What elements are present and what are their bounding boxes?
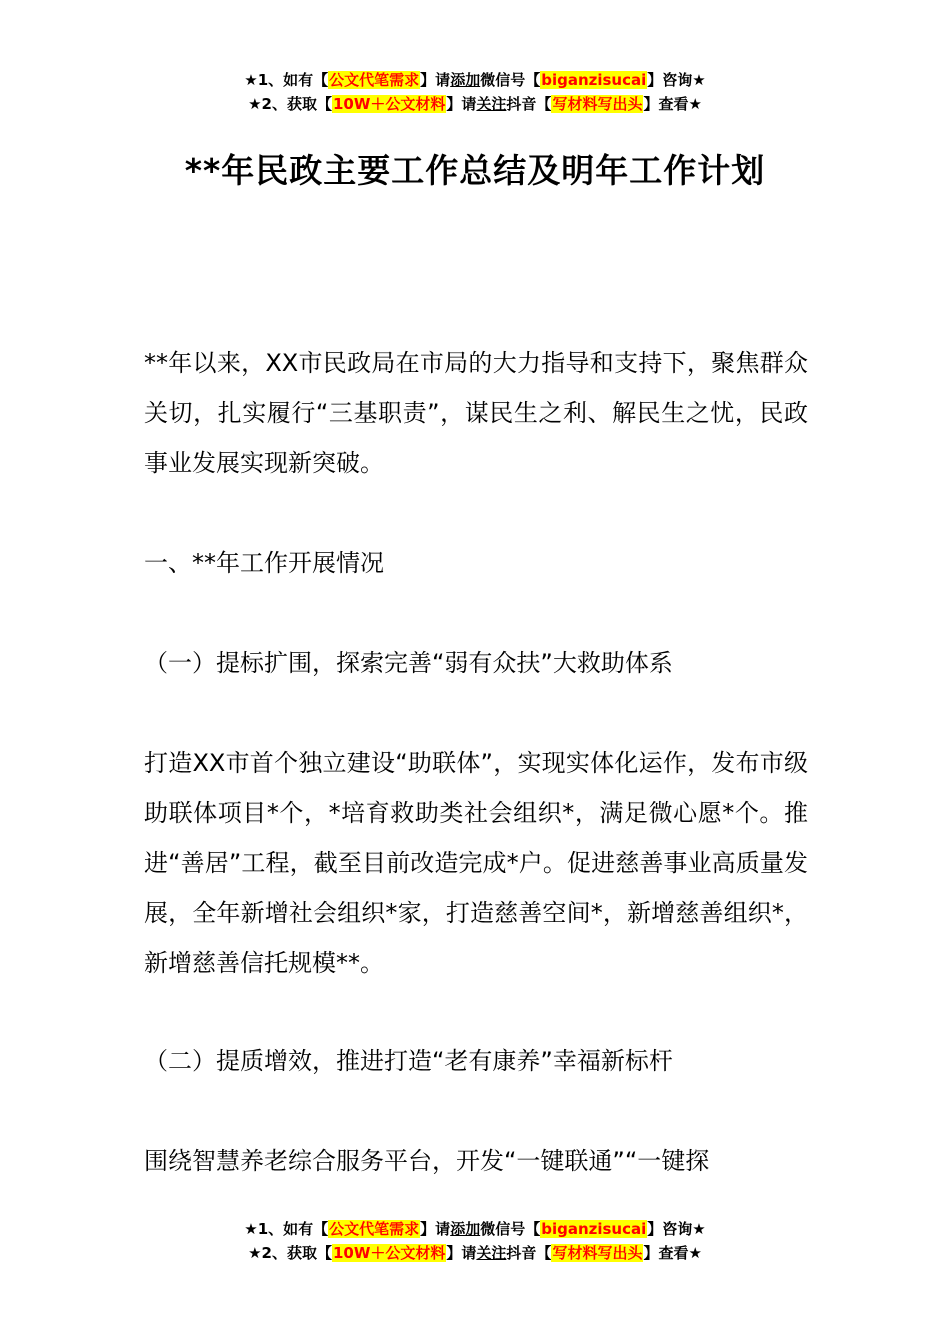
- wechat-id-highlight: biganzisucai: [541, 71, 647, 89]
- banner-text: 微信号【: [480, 1220, 541, 1238]
- banner-text: 】查看★: [643, 95, 702, 113]
- underlined-text: 添加: [450, 1220, 481, 1238]
- footer-banner: [0, 1217, 950, 1265]
- highlight-tag: 公文代笔需求: [329, 71, 420, 89]
- banner-text: 】咨询★: [647, 1220, 706, 1238]
- banner-line-2: [0, 92, 950, 116]
- banner-text: 抖音【: [506, 1244, 552, 1262]
- banner-line-1: [0, 68, 950, 92]
- banner-text: 】咨询★: [647, 71, 706, 89]
- banner-text: 抖音【: [506, 95, 552, 113]
- highlight-tag: 公文代笔需求: [329, 1220, 420, 1238]
- douyin-account-highlight: 写材料写出头: [552, 1244, 643, 1262]
- intro-paragraph: **年以来，XX市民政局在市局的大力指导和支持下，聚焦群众关切，扎实履行“三基职责”，谋民生之利、解民生之忧，民政事业发展实现新突破。: [144, 349, 808, 477]
- douyin-account-highlight: 写材料写出头: [552, 95, 643, 113]
- subsection-heading-1: （一）提标扩围，探索完善“弱有众扶”大救助体系: [144, 649, 673, 677]
- underlined-text: 关注: [476, 1244, 507, 1262]
- banner-line-1: [0, 1217, 950, 1241]
- banner-text: 微信号【: [480, 71, 541, 89]
- section-heading: 一、**年工作开展情况: [144, 549, 384, 577]
- highlight-tag: 10W＋公文材料: [332, 1244, 446, 1262]
- banner-text: 】请: [420, 1220, 451, 1238]
- banner-text: ★2、获取【: [248, 1244, 332, 1262]
- banner-text: 】查看★: [643, 1244, 702, 1262]
- underlined-text: 关注: [476, 95, 507, 113]
- banner-text: 】请: [420, 71, 451, 89]
- highlight-tag: 10W＋公文材料: [332, 95, 446, 113]
- banner-text: ★1、如有【: [244, 71, 329, 89]
- banner-text: ★2、获取【: [248, 95, 332, 113]
- subsection-2-paragraph: 围绕智慧养老综合服务平台，开发“一键联通”“一键探: [144, 1147, 710, 1175]
- banner-text: 】请: [446, 1244, 477, 1262]
- subsection-heading-2: （二）提质增效，推进打造“老有康养”幸福新标杆: [144, 1047, 673, 1075]
- banner-text: ★1、如有【: [244, 1220, 329, 1238]
- document-title: **年民政主要工作总结及明年工作计划: [184, 151, 766, 190]
- banner-text: 】请: [446, 95, 477, 113]
- underlined-text: 添加: [450, 71, 481, 89]
- wechat-id-highlight: biganzisucai: [541, 1220, 647, 1238]
- header-banner: [0, 68, 950, 116]
- subsection-1-paragraph: 打造XX市首个独立建设“助联体”，实现实体化运作，发布市级助联体项目*个，*培育救助类社会组织*，满足微心愿*个。推进“善居”工程，截至目前改造完成*户。促进慈善事业高质量发展，全年新增社会组织*家，打造慈善空间*，新增慈善组织*，新增慈善信托规模**。: [144, 749, 808, 977]
- banner-line-2: [0, 1241, 950, 1265]
